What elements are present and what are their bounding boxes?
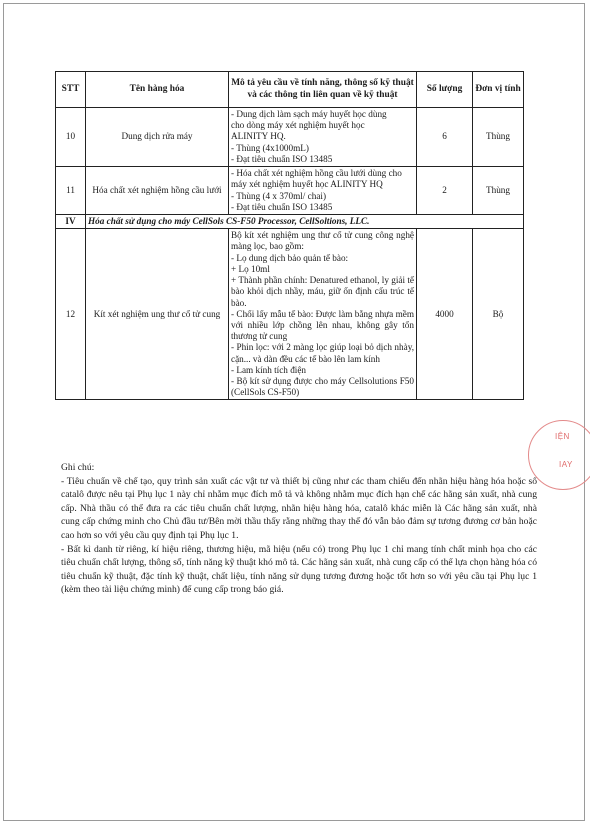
row-description xyxy=(229,229,417,400)
description-line: Bộ kít xét nghiệm ung thư cổ tử cung công nghệ màng lọc, bao gồm: xyxy=(231,230,414,252)
section-number: IV xyxy=(56,214,86,228)
description-line: - Phin lọc: với 2 màng lọc giúp loại bỏ dịch nhày, cặn... và dàn đều các tế bào lên lam kính xyxy=(231,342,414,364)
row-item-name: Kít xét nghiệm ung thư cổ tử cung xyxy=(86,229,229,400)
description-line: - Lọ dung dịch bảo quản tế bào: xyxy=(231,252,349,263)
row-description xyxy=(229,167,417,215)
table-row xyxy=(56,167,524,215)
stamp-text-top: IỆN xyxy=(555,432,570,441)
description-line: - Thùng (4 x 370ml/ chai) xyxy=(231,190,327,201)
table-row xyxy=(56,229,524,400)
description-line: + Thành phần chính: Denatured ethanol, ly giải tế bào khỏi dịch nhầy, máu, giữ ổn định cấu trúc tế bào. xyxy=(231,275,414,308)
row-stt: 10 xyxy=(56,108,86,167)
row-item-name: Dung dịch rửa máy xyxy=(86,108,229,167)
description-line: máy xét nghiệm huyết học ALINITY HQ xyxy=(231,179,383,190)
header-item-name: Tên hàng hóa xyxy=(86,72,229,108)
row-quantity: 6 xyxy=(417,108,473,167)
description-line: - Lam kính tích điện xyxy=(231,364,307,375)
row-unit: Thùng xyxy=(473,167,524,215)
notes-section xyxy=(61,461,537,597)
description-line: cho dòng máy xét nghiệm huyết học xyxy=(231,120,365,131)
description-line: - Chổi lấy mẫu tế bào: Được làm bằng nhựa mềm với nhiều lớp chồng lên nhau, không gây tổn thương tử cung xyxy=(231,308,414,342)
row-item-name: Hóa chất xét nghiệm hồng cầu lưới xyxy=(86,167,229,215)
table-row xyxy=(56,108,524,167)
row-description xyxy=(229,108,417,167)
row-quantity: 4000 xyxy=(417,229,473,400)
row-stt: 11 xyxy=(56,167,86,215)
row-unit: Bộ xyxy=(473,229,524,400)
stamp-text-mid: IAY xyxy=(559,460,573,469)
description-line: - Đạt tiêu chuẩn ISO 13485 xyxy=(231,153,333,164)
section-title: Hóa chất sử dụng cho máy CellSols CS-F50 Processor, CellSoltions, LLC. xyxy=(86,214,524,228)
description-line: - Đạt tiêu chuẩn ISO 13485 xyxy=(231,201,333,212)
header-stt: STT xyxy=(56,72,86,108)
header-unit: Đơn vị tính xyxy=(473,72,524,108)
note-item: - Bất kì danh từ riêng, kí hiệu riêng, thương hiệu, mã hiệu (nếu có) trong Phụ lục 1 chỉ mang tính chất minh họa cho các tiêu chuẩn chất lượng, thông số, tính năng kỹ thuật khó mô tả. Các hãng sản xuất, nhà cung cấp có thể lựa chọn hàng hóa có tiêu chuẩn kỹ thuật, đặc tính kỹ thuật, chất liệu, tính năng sử dụng tương đương hoặc tốt hơn so với yêu cầu tại Phụ lục 1 (kèm theo tài liệu chứng minh) để cung cấp trong báo giá. xyxy=(61,543,537,596)
official-stamp xyxy=(528,420,590,490)
table-header-row xyxy=(56,72,524,108)
note-item: - Tiêu chuẩn về chế tạo, quy trình sản xuất các vật tư và thiết bị cũng như các tham chiếu đến nhãn hiệu hàng hóa hoặc số catalô được nêu tại Phụ lục 1 này chỉ nhằm mục đích mô tả và không nhằm mục đích hạn chế các hãng sản xuất, nhà cung cấp. Nhà thầu có thể đưa ra các tiêu chuẩn chất lượng, nhãn hiệu hàng hóa, catalô khác miễn là Các hãng sản xuất, nhà cung cấp chứng minh cho Chủ đầu tư/Bên mời thầu thấy rằng những thay thế đó vẫn bảo đảm sự tương đương cơ bản hoặc cao hơn so với yêu cầu quy định tại Phụ lục 1. xyxy=(61,475,537,542)
description-line: ALINITY HQ. xyxy=(231,131,286,142)
section-row xyxy=(56,214,524,228)
description-line: - Bộ kít sử dụng được cho máy Cellsolutions F50 (CellSols CS-F50) xyxy=(231,376,414,398)
description-line: - Hóa chất xét nghiệm hồng cầu lưới dùng cho xyxy=(231,168,402,179)
description-line: - Thùng (4x1000mL) xyxy=(231,142,309,153)
row-stt: 12 xyxy=(56,229,86,400)
row-quantity: 2 xyxy=(417,167,473,215)
description-line: + Lọ 10ml xyxy=(231,263,270,274)
description-line: - Dung dịch làm sạch máy huyết học dùng xyxy=(231,109,387,119)
specification-table xyxy=(55,71,524,400)
row-unit: Thùng xyxy=(473,108,524,167)
notes-heading: Ghi chú: xyxy=(61,462,95,473)
header-description: Mô tả yêu cầu về tính năng, thông số kỹ thuật và các thông tin liên quan về kỹ thuật xyxy=(229,72,417,108)
header-quantity: Số lượng xyxy=(417,72,473,108)
